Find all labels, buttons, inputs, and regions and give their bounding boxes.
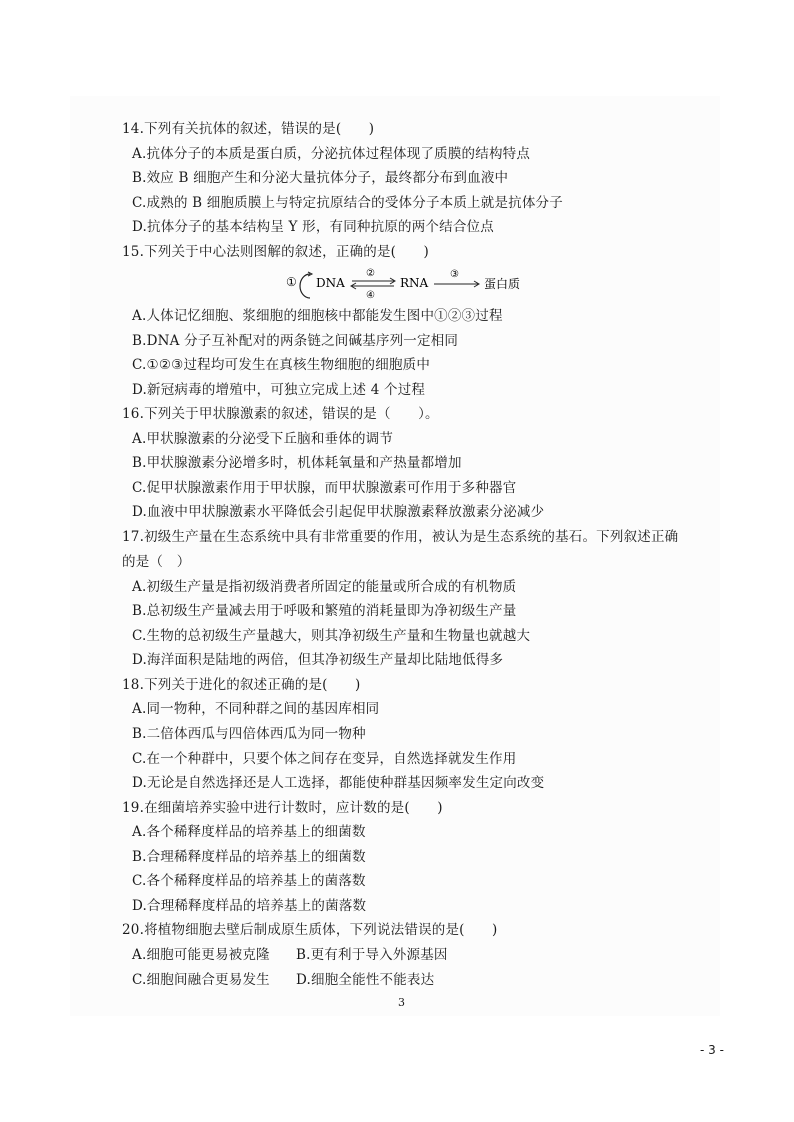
diagram-label-2: ② <box>366 268 375 279</box>
diagram-protein: 蛋白质 <box>484 277 521 291</box>
question-20-stem: 20.将植物细胞去壁后制成原生质体，下列说法错误的是( ) <box>122 922 498 938</box>
q14-option-d: D.抗体分子的基本结构呈 Y 形，有同种抗原的两个结合位点 <box>132 219 494 235</box>
diagram-rna: RNA <box>400 276 429 290</box>
q17-option-c: C.生物的总初级生产量越大，则其净初级生产量和生物量也就越大 <box>132 628 531 644</box>
question-15-stem: 15.下列关于中心法则图解的叙述，正确的是( ) <box>122 244 430 260</box>
q19-option-c: C.各个稀释度样品的培养基上的菌落数 <box>132 873 366 889</box>
q19-option-d: D.合理稀释度样品的培养基上的菌落数 <box>132 898 367 914</box>
q14-option-a: A.抗体分子的本质是蛋白质，分泌抗体过程体现了质膜的结构特点 <box>132 146 531 162</box>
q20-option-b: B.更有利于导入外源基因 <box>296 947 448 963</box>
q14-option-b: B.效应 B 细胞产生和分泌大量抗体分子，最终都分布到血液中 <box>132 170 509 186</box>
q18-option-a: A.同一物种，不同种群之间的基因库相同 <box>132 701 380 717</box>
q17-option-d: D.海洋面积是陆地的两倍，但其净初级生产量却比陆地低得多 <box>132 652 504 668</box>
q20-option-d: D.细胞全能性不能表达 <box>296 972 435 988</box>
footer-page-number: - 3 - <box>700 1043 724 1057</box>
question-17-stem-continued: 的是（ ） <box>122 554 191 570</box>
question-14-stem: 14.下列有关抗体的叙述，错误的是( ) <box>122 121 375 137</box>
question-19-stem: 19.在细菌培养实验中进行计数时，应计数的是( ) <box>122 800 443 816</box>
replication-arc <box>300 274 310 298</box>
diagram-label-3: ③ <box>450 269 459 280</box>
question-17-stem: 17.初级生产量在生态系统中具有非常重要的作用，被认为是生态系统的基石。下列叙述正确 <box>122 529 679 545</box>
central-dogma-diagram <box>282 264 542 304</box>
q20-option-a: A.细胞可能更易被克隆 <box>132 947 270 963</box>
q15-option-c: C.①②③过程均可发生在真核生物细胞的细胞质中 <box>132 357 431 373</box>
diagram-dna: DNA <box>316 276 345 290</box>
q16-option-c: C.促甲状腺激素作用于甲状腺，而甲状腺激素可作用于多种器官 <box>132 480 517 496</box>
question-16-stem: 16.下列关于甲状腺激素的叙述，错误的是（ ）。 <box>122 406 439 422</box>
q18-option-c: C.在一个种群中，只要个体之间存在变异，自然选择就发生作用 <box>132 751 517 767</box>
q14-option-c: C.成熟的 B 细胞质膜上与特定抗原结合的受体分子本质上就是抗体分子 <box>132 195 563 211</box>
q15-option-a: A.人体记忆细胞、浆细胞的细胞核中都能发生图中①②③过程 <box>132 308 503 324</box>
q16-option-a: A.甲状腺激素的分泌受下丘脑和垂体的调节 <box>132 431 394 447</box>
inner-page-number: 3 <box>398 996 405 1009</box>
q17-option-a: A.初级生产量是指初级消费者所固定的能量或所合成的有机物质 <box>132 579 517 595</box>
q18-option-b: B.二倍体西瓜与四倍体西瓜为同一物种 <box>132 726 366 742</box>
q15-option-b: B.DNA 分子互补配对的两条链之间碱基序列一定相同 <box>132 333 459 349</box>
q20-option-c: C.细胞间融合更易发生 <box>132 972 270 988</box>
diagram-label-4: ④ <box>366 290 375 301</box>
q15-option-d: D.新冠病毒的增殖中，可独立完成上述 4 个过程 <box>132 382 426 398</box>
q19-option-b: B.合理稀释度样品的培养基上的细菌数 <box>132 849 366 865</box>
q16-option-b: B.甲状腺激素分泌增多时，机体耗氧量和产热量都增加 <box>132 455 462 471</box>
question-18-stem: 18.下列关于进化的叙述正确的是( ) <box>122 677 361 693</box>
q19-option-a: A.各个稀释度样品的培养基上的细菌数 <box>132 824 366 840</box>
q18-option-d: D.无论是自然选择还是人工选择，都能使种群基因频率发生定向改变 <box>132 775 545 791</box>
q17-option-b: B.总初级生产量减去用于呼吸和繁殖的消耗量即为净初级生产量 <box>132 603 517 619</box>
diagram-label-1: ① <box>286 275 297 289</box>
q16-option-d: D.血液中甲状腺激素水平降低会引起促甲状腺激素释放激素分泌减少 <box>132 504 545 520</box>
